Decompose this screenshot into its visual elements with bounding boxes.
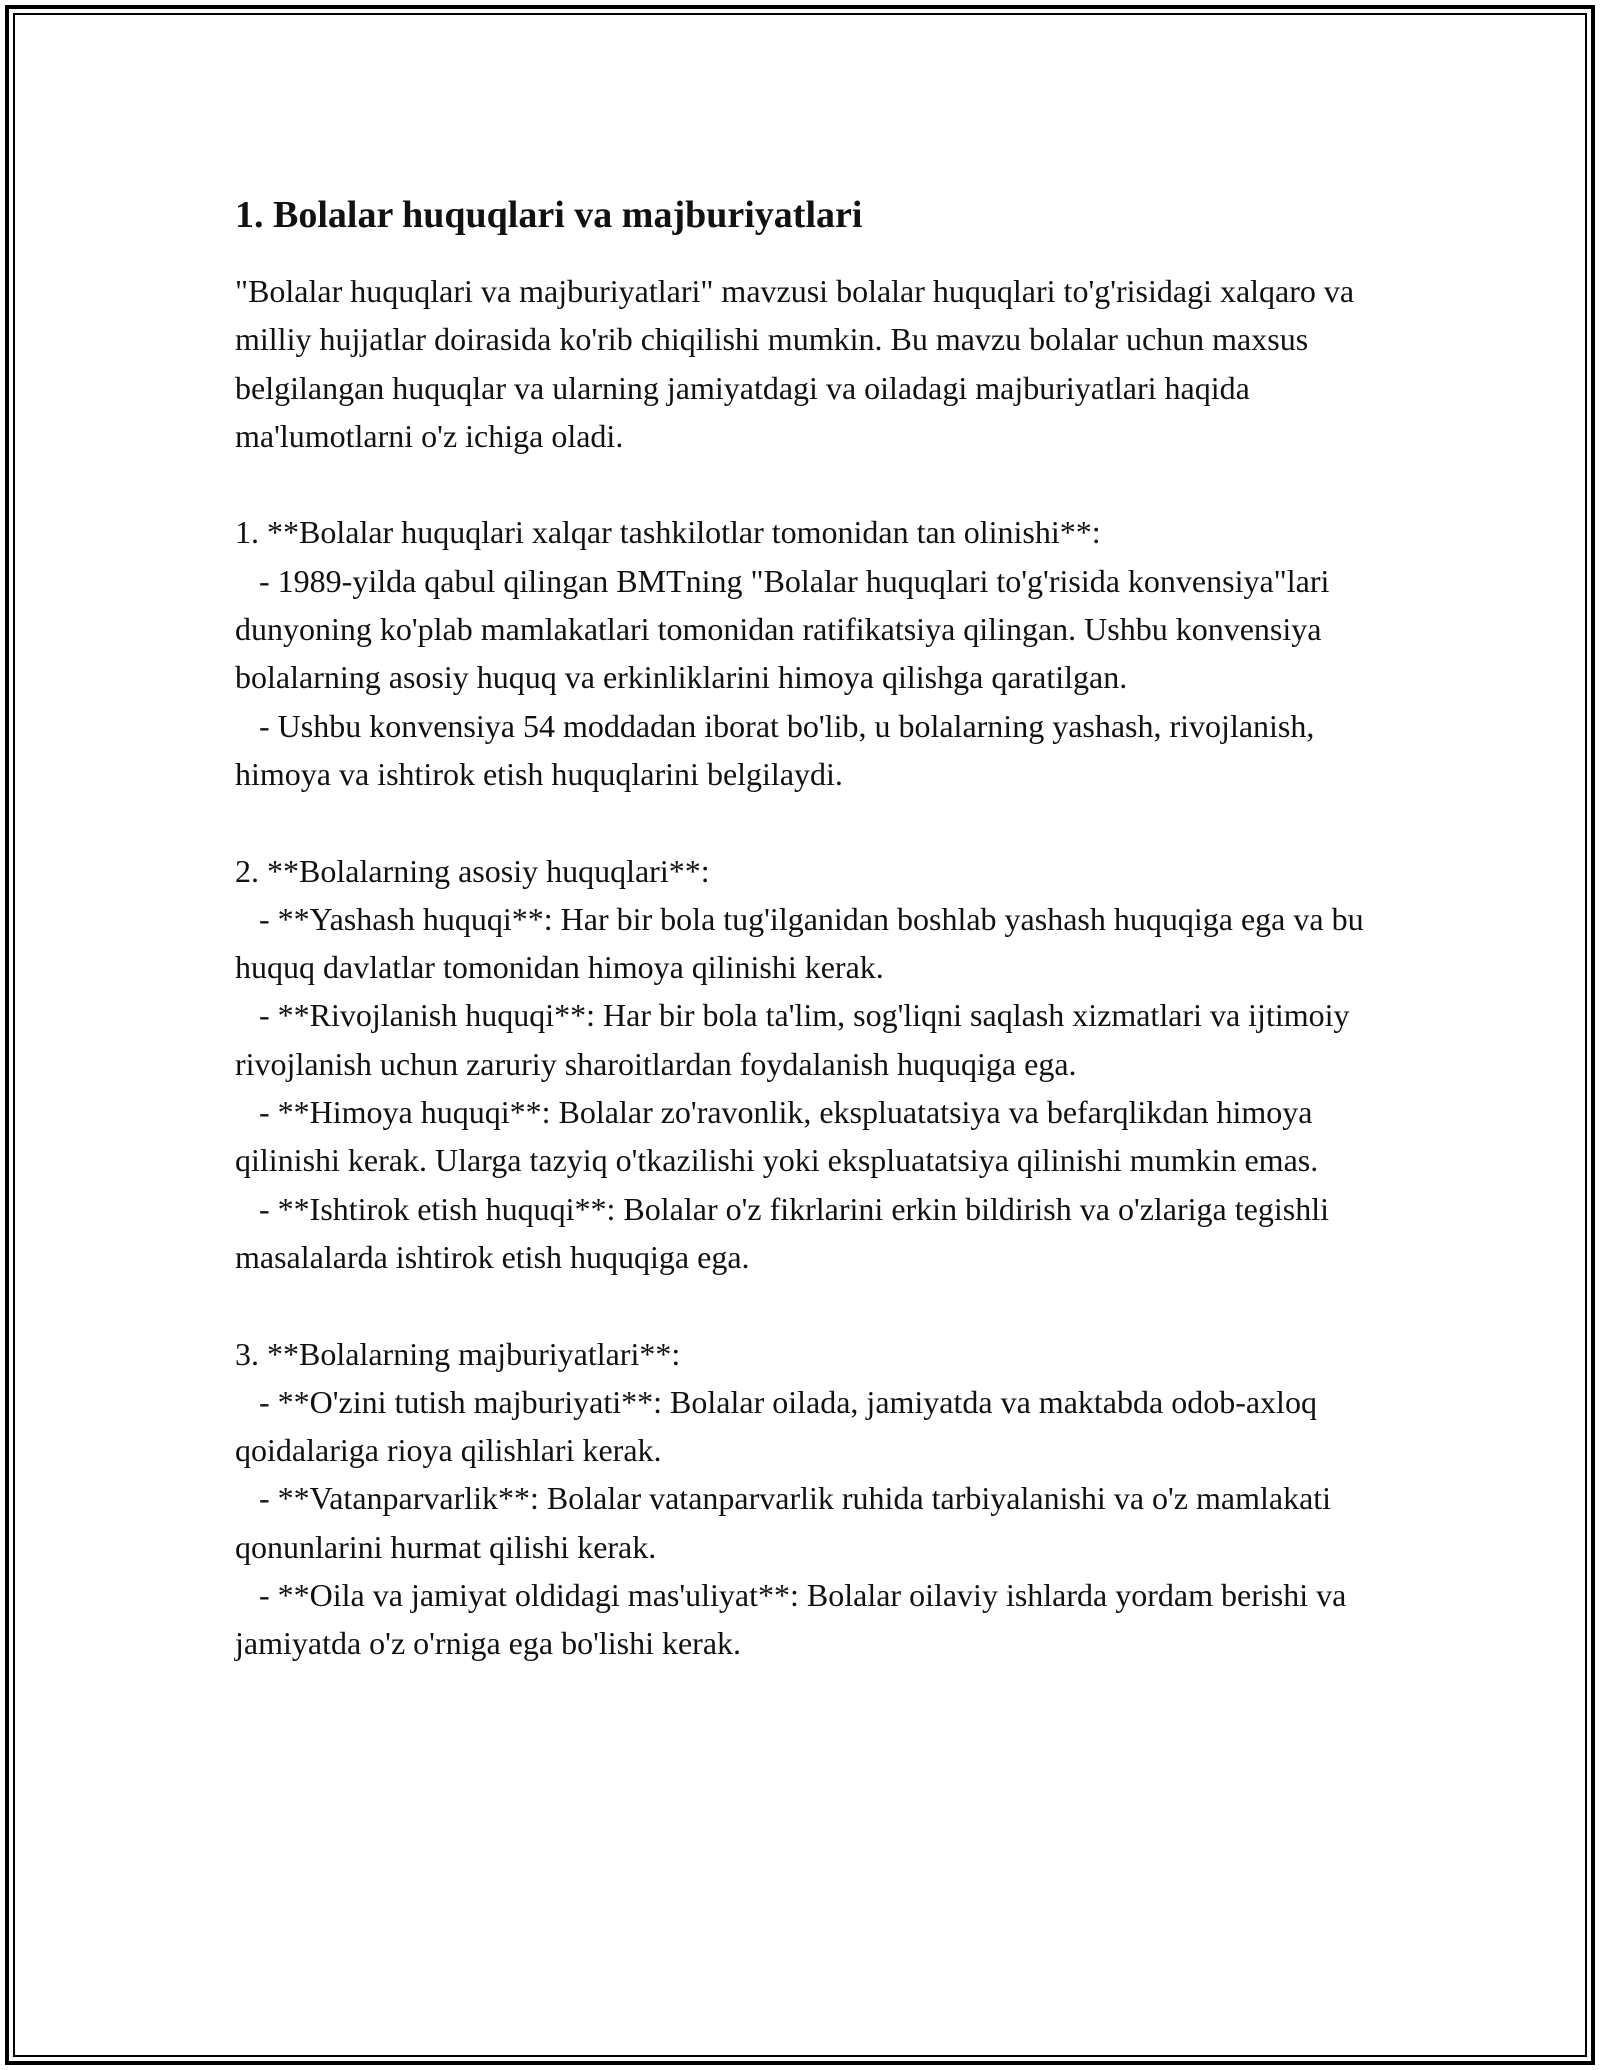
- intro-paragraph: "Bolalar huquqlari va majburiyatlari" mavzusi bolalar huquqlari to'g'risidagi xalqaro va milliy hujjatlar doirasida ko'rib chiqilishi mumkin. Bu mavzu bolalar uchun maxsus belgilangan huquqlar va ularning jamiyatdagi va oiladagi majburiyatlari haqida ma'lumotlarni o'z ichiga oladi.: [235, 273, 1363, 454]
- section-heading: 3. **Bolalarning majburiyatlari**:: [235, 1335, 681, 1372]
- section-heading: 2. **Bolalarning asosiy huquqlari**:: [235, 852, 710, 889]
- list-item: - 1989-yilda qabul qilingan BMTning "Bolalar huquqlari to'g'risida konvensiya"lari dunyoning ko'plab mamlakatlari tomonidan ratifikatsiya qilingan. Ushbu konvensiya bolalarning asosiy huquq va erkinliklarini himoya qilishga qaratilgan.: [235, 562, 1338, 696]
- list-item: - **Yashash huquqi**: Har bir bola tug'ilganidan boshlab yashash huquqiga ega va bu huquq davlatlar tomonidan himoya qilinishi kerak.: [235, 900, 1372, 986]
- section-2: [235, 847, 1375, 1282]
- document-body: [235, 186, 1375, 1668]
- section-heading: 1. **Bolalar huquqlari xalqar tashkilotlar tomonidan tan olinishi**:: [235, 514, 1101, 551]
- section-1: [235, 508, 1375, 798]
- list-item: - **Vatanparvarlik**: Bolalar vatanparvarlik ruhida tarbiyalanishi va o'z mamlakati qonunlarini hurmat qilishi kerak.: [235, 1480, 1340, 1565]
- list-item: - Ushbu konvensiya 54 moddadan iborat bo'lib, u bolalarning yashash, rivojlanish, himoya va ishtirok etish huquqlarini belgilaydi.: [235, 707, 1323, 792]
- document-title: 1. Bolalar huquqlari va majburiyatlari: [235, 194, 863, 236]
- list-item: - **Ishtirok etish huquqi**: Bolalar o'z fikrlarini erkin bildirish va o'zlariga tegishli masalalarda ishtirok etish huquqiga ega.: [235, 1190, 1337, 1275]
- section-3: [235, 1330, 1375, 1668]
- list-item: - **Oila va jamiyat oldidagi mas'uliyat**: Bolalar oilaviy ishlarda yordam berishi va jamiyatda o'z o'rniga ega bo'lishi kerak.: [235, 1577, 1355, 1662]
- list-item: - **Rivojlanish huquqi**: Har bir bola ta'lim, sog'liqni saqlash xizmatlari va ijtimoiy rivojlanish uchun zaruriy sharoitlardan foydalanish huquqiga ega.: [235, 997, 1358, 1082]
- list-item: - **O'zini tutish majburiyati**: Bolalar oilada, jamiyatda va maktabda odob-axloq qoidalariga rioya qilishlari kerak.: [235, 1383, 1325, 1469]
- list-item: - **Himoya huquqi**: Bolalar zo'ravonlik, ekspluatatsiya va befarqlikdan himoya qilinishi kerak. Ularga tazyiq o'tkazilishi yoki ekspluatatsiya qilinishi mumkin emas.: [235, 1094, 1321, 1179]
- paragraph-spacer: [235, 460, 1375, 508]
- paragraph-spacer: [235, 798, 1375, 846]
- paragraph-spacer: [235, 1281, 1375, 1329]
